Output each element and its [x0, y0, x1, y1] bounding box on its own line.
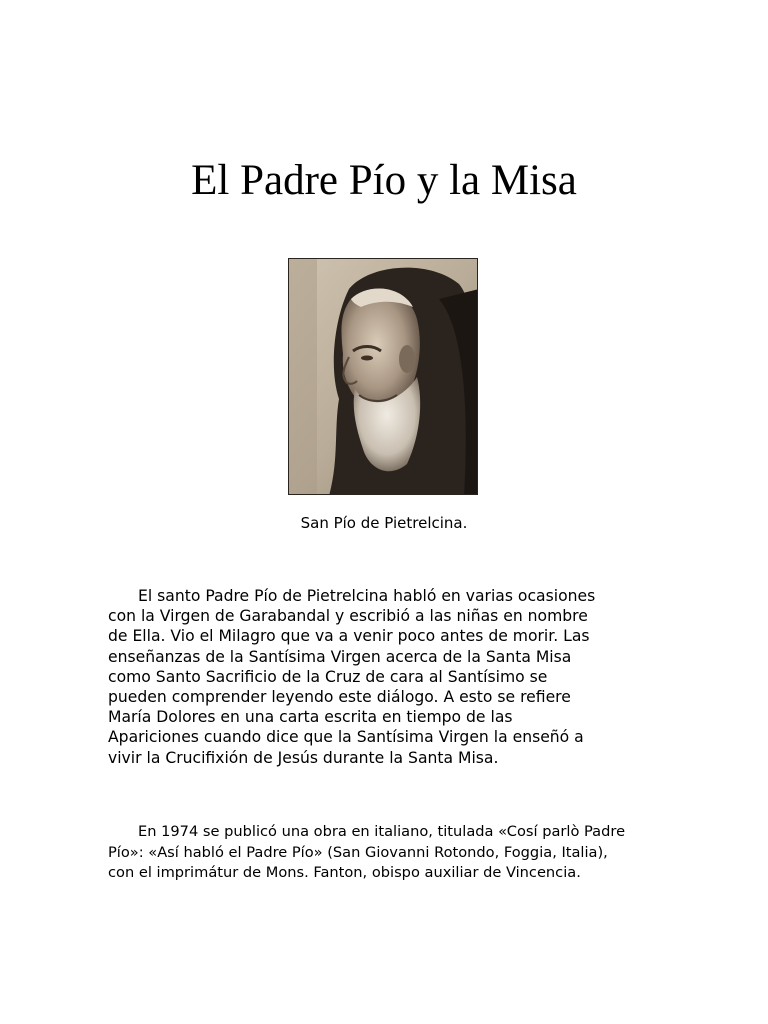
paragraph-1-line: Apariciones cuando dice que la Santísima Virgen la enseñó a — [108, 728, 584, 747]
paragraph-2-line: con el imprimátur de Mons. Fanton, obispo auxiliar de Vincencia. — [108, 864, 581, 881]
paragraph-1 — [108, 586, 653, 768]
paragraph-2-line: En 1974 se publicó una obra en italiano, titulada «Cosí parlò Padre — [138, 823, 626, 840]
paragraph-1-line: pueden comprender leyendo este diálogo. A esto se refiere — [108, 688, 571, 707]
paragraph-1-line: vivir la Crucifixión de Jesús durante la Santa Misa. — [108, 748, 499, 767]
document-title: El Padre Pío y la Misa — [191, 157, 577, 204]
photo-caption: San Pío de Pietrelcina. — [300, 514, 468, 532]
paragraph-2 — [108, 822, 668, 884]
paragraph-2-line: Pío»: «Así habló el Padre Pío» (San Giovanni Rotondo, Foggia, Italia), — [108, 843, 608, 861]
paragraph-1-line: enseñanzas de la Santísima Virgen acerca de la Santa Misa — [108, 647, 572, 666]
paragraph-1-line: como Santo Sacrificio de la Cruz de cara al Santísimo se — [108, 667, 548, 686]
paragraph-1-line: El santo Padre Pío de Pietrelcina habló en varias ocasiones — [138, 587, 596, 605]
paragraph-1-line: de Ella. Vio el Milagro que va a venir poco antes de morir. Las — [108, 627, 590, 646]
paragraph-1-line: con la Virgen de Garabandal y escribió a las niñas en nombre — [108, 607, 588, 626]
paragraph-1-line: María Dolores en una carta escrita en tiempo de las — [108, 708, 513, 727]
portrait-photo — [288, 258, 478, 495]
